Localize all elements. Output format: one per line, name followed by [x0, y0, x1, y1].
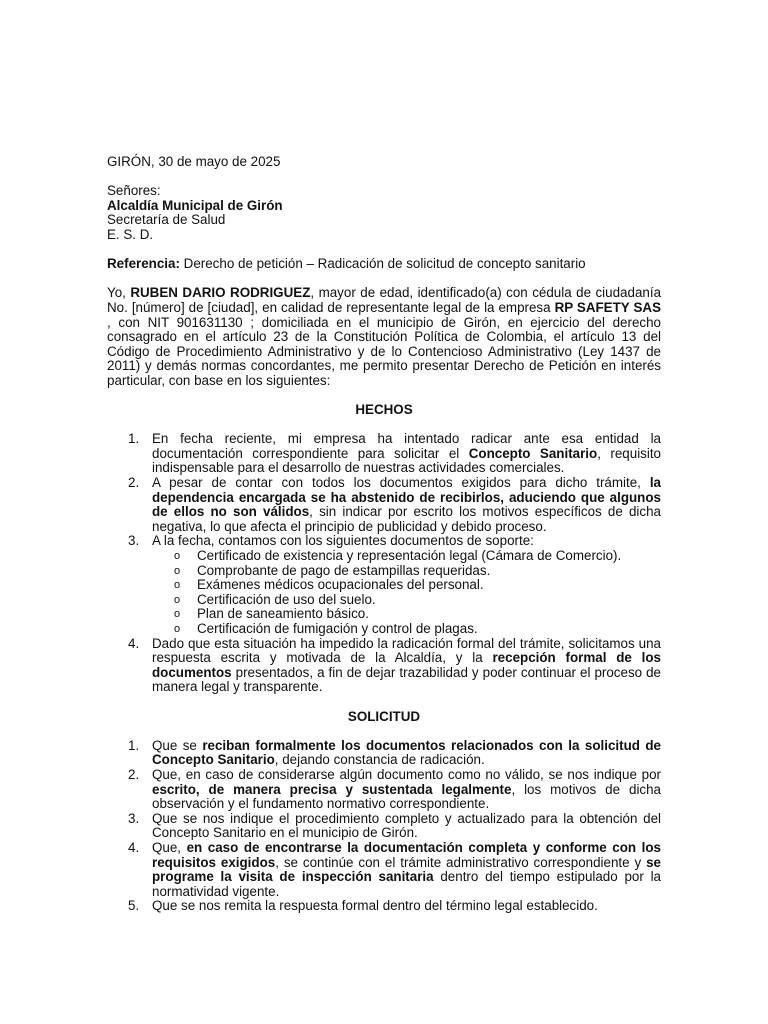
hechos-heading: HECHOS — [355, 402, 413, 418]
list-item: 5. Que se nos remita la respuesta formal dentro del término legal establecido. — [128, 898, 598, 914]
sub-list-item: o Certificación de uso del suelo. — [174, 591, 376, 607]
list-item: 2. A pesar de contar con todos los documentos exigidos para dicho trámite, la dependencia encargada se ha abstenido de recibirlos, aduciendo que algunos de ellos no son válidos, sin indicar por escrito los motivos específicos de dicha negativa, lo que afecta el principio de publicidad y debido proceso. — [128, 475, 661, 534]
date-line: GIRÓN, 30 de mayo de 2025 — [107, 154, 281, 169]
list-item: 3. Que se nos indique el procedimiento completo y actualizado para la obtención del Concepto Sanitario en el municipio de Girón. — [128, 810, 661, 841]
sub-list-item: o Plan de saneamiento básico. — [174, 606, 369, 622]
sub-list-item: o Comprobante de pago de estampillas requeridas. — [174, 562, 491, 578]
intro-paragraph: Yo, RUBEN DARIO RODRIGUEZ, mayor de edad, identificado(a) con cédula de ciudadanía No. [número] de [ciudad], en calidad de representante legal de la empresa RP SAFETY SAS , con NIT 901631130 ; domiciliada en el municipio de Girón, en ejercicio del derecho consagrado en el artículo 23 de la Constitución Política de Colombia, el artículo 13 del Código de Procedimiento Administrativo y de lo Contencioso Administrativo (Ley 1437 de 2011) y demás normas concordantes, me permito presentar Derecho de Petición en interés particular, con base en los siguientes: — [107, 285, 662, 388]
list-item: 4. Dado que esta situación ha impedido la radicación formal del trámite, solicitamos una respuesta escrita y motivada de la Alcaldía, y la recepción formal de los documentos presentados, a fin de dejar trazabilidad y poder continuar el proceso de manera legal y transparente. — [128, 635, 662, 695]
list-item: 1. Que se reciban formalmente los documentos relacionados con la solicitud de Concepto Sanitario, dejando constancia de radicación. — [128, 737, 661, 768]
hechos-list — [107, 432, 661, 695]
petitioner-name: RUBEN DARIO RODRIGUEZ — [130, 285, 311, 301]
support-documents-list — [152, 549, 661, 637]
reference-label: Referencia: — [107, 256, 180, 272]
list-item: 4. Que, en caso de encontrarse la documentación completa y conforme con los requisitos exigidos, se continúe con el trámite administrativo correspondiente y se programe la visita de inspección sanitaria dentro del tiempo estipulado por la normatividad vigente. — [128, 839, 661, 899]
reference-line — [107, 257, 661, 272]
list-item: 1. En fecha reciente, mi empresa ha intentado radicar ante esa entidad la documentación correspondiente para solicitar el Concepto Sanitario, requisito indispensable para el desarrollo de nuestras actividades comerciales. — [128, 431, 662, 476]
recipient-esd: E. S. D. — [107, 226, 154, 242]
reference-text: Derecho de petición – Radicación de solicitud de concepto sanitario — [179, 256, 586, 272]
list-item: 3. A la fecha, contamos con los siguientes documentos de soporte: o Certificado de existencia y representación legal (Cámara de Comercio). o Comprobante de pago de estampillas requeridas. o Exámenes médicos ocupacionales del personal. o Certificación de uso del suelo. o Plan de saneamiento básico. o Certificación de fumigación y control de plagas. — [107, 534, 661, 636]
sub-list-item: o Certificación de fumigación y control de plagas. — [174, 621, 478, 636]
letter-body — [107, 155, 661, 914]
salutation: Señores: — [107, 183, 161, 199]
sub-list-item: o Exámenes médicos ocupacionales del personal. — [174, 577, 484, 593]
sub-list-item: o Certificado de existencia y representación legal (Cámara de Comercio). — [174, 548, 622, 564]
solicitud-heading: SOLICITUD — [347, 708, 421, 724]
recipient-office: Secretaría de Salud — [107, 212, 226, 228]
recipient-entity: Alcaldía Municipal de Girón — [107, 197, 283, 213]
solicitud-list — [107, 739, 661, 914]
company-name: RP SAFETY SAS — [554, 299, 662, 315]
list-item: 2. Que, en caso de considerarse algún documento como no válido, se nos indique por escrito, de manera precisa y sustentada legalmente, los motivos de dicha observación y el fundamento normativo correspondiente. — [128, 766, 662, 812]
